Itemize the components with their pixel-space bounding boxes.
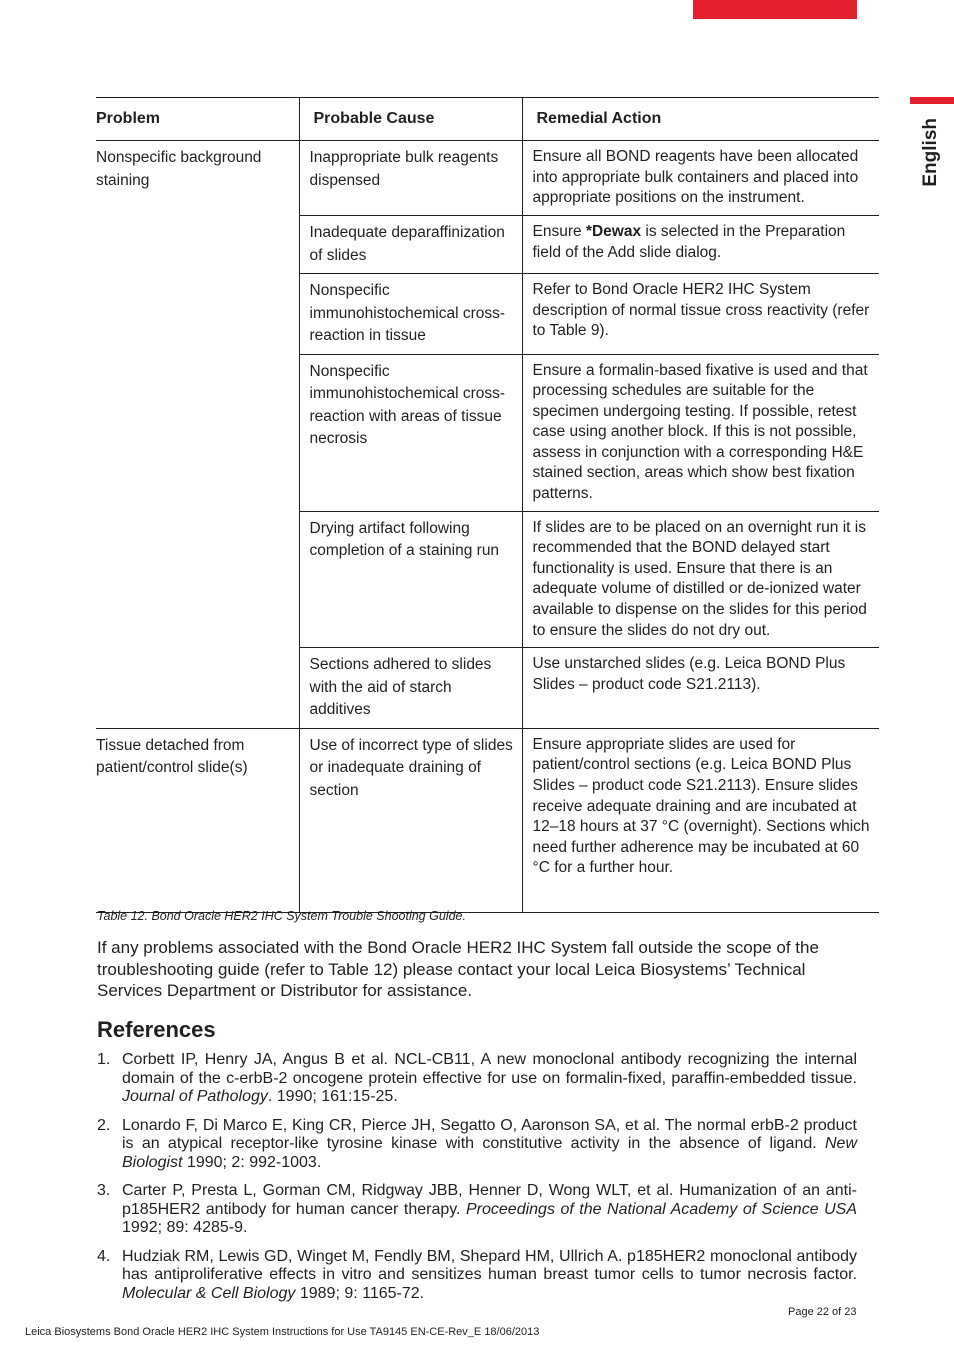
top-accent-bar — [693, 0, 857, 19]
reference-tail: 1992; 89: 4285-9. — [122, 1219, 248, 1236]
table-row — [96, 141, 879, 216]
cause-cell: Inappropriate bulk reagents dispensed — [299, 141, 522, 216]
page-number: Page 22 of 23 — [788, 1306, 857, 1318]
cause-cell: Drying artifact following completion of a staining run — [299, 511, 522, 648]
cause-cell: Inadequate deparaffinization of slides — [299, 216, 522, 274]
header-remedial-action: Remedial Action — [522, 98, 879, 141]
reference-journal: Journal of Pathology — [122, 1088, 268, 1105]
reference-journal: Molecular & Cell Biology — [122, 1284, 296, 1302]
cause-cell: Use of incorrect type of slides or inadequate draining of section — [299, 728, 522, 912]
reference-item — [97, 1051, 857, 1107]
document-footer: Leica Biosystems Bond Oracle HER2 IHC System Instructions for Use TA9145 EN-CE-Rev_E 18/06/2013 — [25, 1326, 540, 1338]
action-cell: Refer to Bond Oracle HER2 IHC System description of normal tissue cross reactivity (refer to Table 9). — [522, 274, 879, 355]
problem-cell — [96, 141, 299, 729]
action-cell: Ensure appropriate slides are used for patient/control sections (e.g. Leica BOND Plus Slides – product code S21.2113). Ensure slides receive adequate draining and are incubated at 12–18 hours at 37 °C (overnight). Sections which need further adherence may be incubated at 60 °C for a further hour. — [522, 728, 879, 912]
reference-text: Carter P, Presta L, Gorman CM, Ridgway JBB, Henner D, Wong WLT, et al. Humanization of an anti-p185HER2 antibody for human cancer therapy. — [122, 1182, 857, 1218]
cause-cell: Nonspecific immunohistochemical cross-reaction in tissue — [299, 274, 522, 355]
cause-cell: Nonspecific immunohistochemical cross-reaction with areas of tissue necrosis — [299, 354, 522, 511]
troubleshooting-table — [96, 97, 879, 913]
side-accent-bar — [910, 97, 954, 104]
reference-number: 3. — [97, 1182, 111, 1199]
action-text: is selected in the Preparation field of the Add slide dialog. — [532, 223, 846, 261]
header-problem: Problem — [96, 98, 299, 141]
reference-number: 2. — [97, 1116, 111, 1134]
header-probable-cause: Probable Cause — [299, 98, 522, 141]
reference-item — [97, 1117, 857, 1173]
table-caption: Table 12. Bond Oracle HER2 IHC System Trouble Shooting Guide. — [97, 909, 466, 923]
cause-cell: Sections adhered to slides with the aid of starch additives — [299, 648, 522, 729]
language-tab — [913, 118, 953, 198]
table-row — [96, 728, 879, 912]
reference-tail: 1990; 2: 992-1003. — [182, 1153, 322, 1171]
reference-text: Hudziak RM, Lewis GD, Winget M, Fendly BM, Shepard HM, Ullrich A. p185HER2 monoclonal antibody has antiproliferative effects in vitro and sensitizes human breast tumor cells to tumor necrosis factor. — [122, 1247, 857, 1283]
references-heading: References — [97, 1017, 216, 1042]
reference-journal: New Biologist — [122, 1135, 857, 1171]
table-header-row — [96, 98, 879, 141]
reference-item — [97, 1182, 857, 1238]
action-cell — [522, 216, 879, 274]
action-cell: Use unstarched slides (e.g. Leica BOND Plus Slides – product code S21.2113). — [522, 648, 879, 729]
reference-tail: . 1990; 161:15-25. — [267, 1088, 398, 1105]
reference-number: 1. — [97, 1051, 111, 1068]
action-cell: Ensure all BOND reagents have been allocated into appropriate bulk containers and placed into appropriate positions on the instrument. — [522, 141, 879, 216]
reference-journal: Proceedings of the National Academy of Science USA — [466, 1200, 857, 1218]
action-cell: Ensure a formalin-based fixative is used and that processing schedules are suitable for the specimen undergoing testing. If possible, retest case using another block. If this is not possible, assess in conjunction with a corresponding H&E stained section, areas which show best fixation patterns. — [522, 354, 879, 511]
reference-text: Corbett IP, Henry JA, Angus B et al. NCL-CB11, A new monoclonal antibody recognizing the internal domain of the c-erbB-2 oncogene protein effective for use on formalin-fixed, paraffin-embedded tissue. — [122, 1051, 857, 1087]
reference-tail: 1989; 9: 1165-72. — [295, 1284, 425, 1302]
reference-item — [97, 1248, 857, 1304]
language-tab-label: English — [920, 118, 941, 187]
problem-text: Nonspecific background staining — [96, 149, 262, 189]
body-paragraph: If any problems associated with the Bond Oracle HER2 IHC System fall outside the scope of the troubleshooting guide (refer to Table 12) please contact your local Leica Biosystems’ Technical Services Department or Distributor for assistance. — [97, 938, 819, 1000]
reference-text: Lonardo F, Di Marco E, King CR, Pierce JH, Segatto O, Aaronson SA, et al. The normal erbB-2 product is an atypical receptor-like tyrosine kinase with constitutive activity in the absence of ligand. — [122, 1116, 857, 1152]
action-bold-text: *Dewax — [585, 223, 642, 240]
action-text: Ensure — [532, 223, 586, 240]
references-list — [97, 1051, 857, 1313]
reference-number: 4. — [97, 1247, 111, 1265]
problem-text: Tissue detached from patient/control slide(s) — [96, 736, 248, 777]
problem-cell — [96, 728, 299, 912]
action-cell: If slides are to be placed on an overnight run it is recommended that the BOND delayed start functionality is used. Ensure that there is an adequate volume of distilled or de-ionized water available to dispense on the slides for this period to ensure the slides do not dry out. — [522, 511, 879, 648]
